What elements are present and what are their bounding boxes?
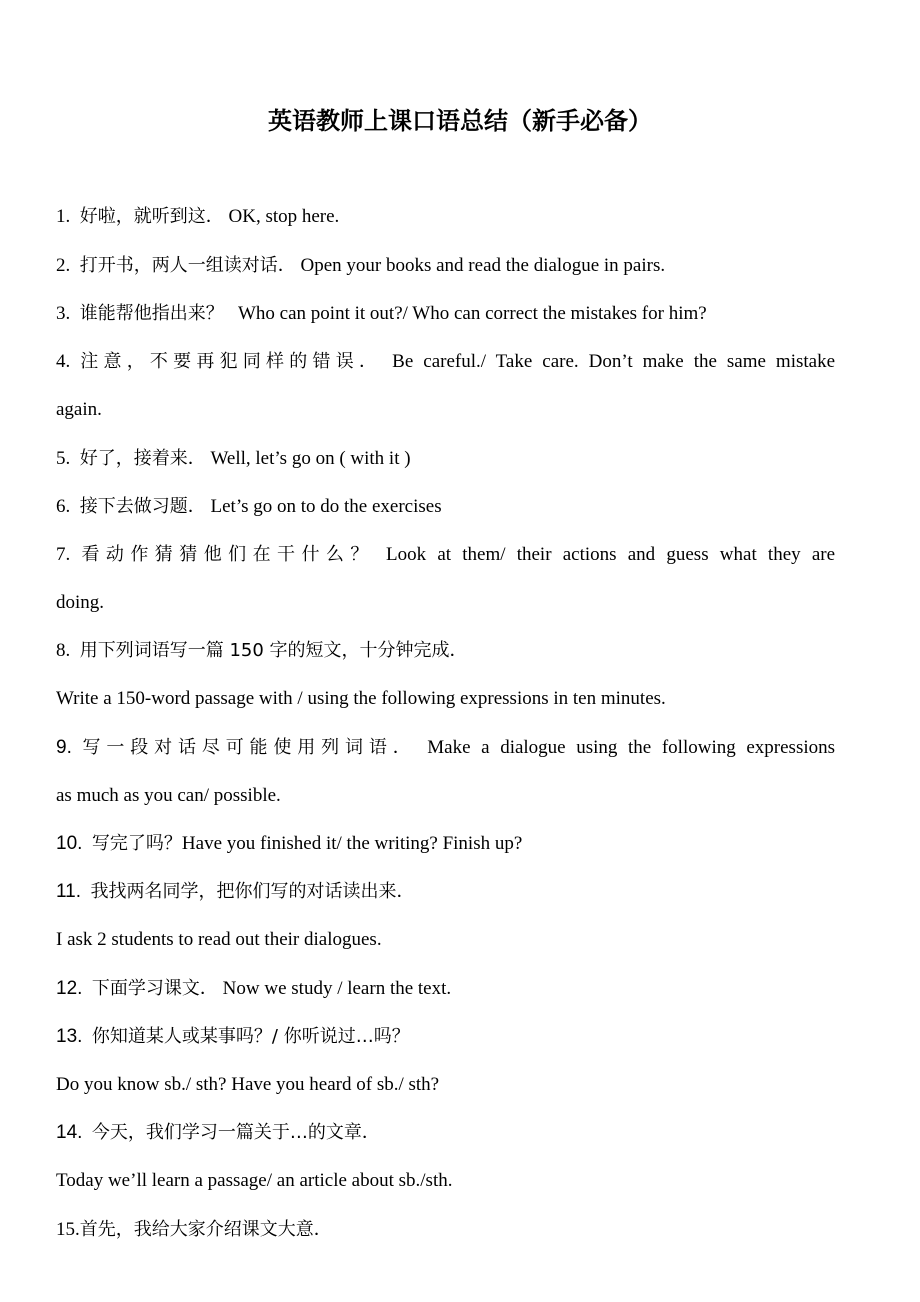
list-item: [56, 633, 835, 669]
list-item: [56, 489, 835, 525]
item-chinese: 接下去做习题．: [79, 496, 206, 517]
item-english: Write a 150-word passage with / using the following expressions in ten minutes.: [56, 688, 666, 709]
item-english: Be careful./ Take care. Don’t make the same mistake: [392, 351, 836, 372]
item-chinese: 用下列词语写一篇 150 字的短文，十分钟完成．: [79, 640, 468, 661]
list-item: [56, 199, 835, 235]
list-item: [56, 1115, 835, 1151]
item-chinese: 看动作猜猜他们在干什么？: [81, 544, 375, 565]
item-english-cont: again.: [56, 399, 102, 420]
list-item-continuation: [56, 778, 835, 814]
list-item: [56, 874, 835, 910]
item-english: Make a dialogue using the following expressions: [427, 737, 836, 758]
list-item-continuation: [56, 392, 835, 428]
list-item: [56, 537, 835, 573]
item-number: 7.: [56, 544, 71, 565]
item-english: Look at them/ their actions and guess what they are: [386, 544, 836, 565]
list-item-english-line: [56, 1163, 835, 1199]
item-english: OK, stop here.: [228, 206, 340, 227]
item-chinese: 我找两名同学，把你们写的对话读出来．: [90, 881, 415, 902]
item-number: 4.: [56, 351, 71, 372]
item-number: 13.: [56, 1026, 83, 1047]
item-english-cont: doing.: [56, 592, 105, 613]
item-english: Open your books and read the dialogue in pairs.: [300, 255, 666, 276]
item-chinese: 注意，不要再犯同样的错误．: [80, 351, 383, 372]
item-chinese: 打开书，两人一组读对话．: [79, 255, 296, 276]
list-item: [56, 730, 835, 766]
list-item: [56, 971, 835, 1007]
list-item: [56, 344, 835, 380]
item-chinese: 写完了吗？: [91, 833, 182, 854]
item-english: Let’s go on to do the exercises: [210, 496, 442, 517]
list-item: [56, 441, 835, 477]
item-chinese: 今天，我们学习一篇关于…的文章．: [91, 1122, 380, 1143]
list-item-english-line: [56, 1067, 835, 1103]
list-item: [56, 1212, 835, 1248]
item-english: Today we’ll learn a passage/ an article about sb./sth.: [56, 1170, 453, 1191]
item-chinese: 写一段对话尽可能使用列词语．: [82, 737, 417, 758]
document-title: 英语教师上课口语总结（新手必备）: [268, 106, 652, 135]
item-english: Have you finished it/ the writing? Finish up?: [181, 833, 523, 854]
item-english-cont: as much as you can/ possible.: [56, 785, 281, 806]
item-number: 11.: [56, 881, 82, 902]
list-item: [56, 826, 835, 862]
item-number: 14.: [56, 1122, 83, 1143]
item-english: Who can point it out?/ Who can correct the mistakes for him?: [238, 303, 707, 324]
item-chinese: 你知道某人或某事吗？/ 你听说过…吗？: [91, 1026, 410, 1047]
list-item: [56, 1019, 835, 1055]
item-number: 2.: [56, 255, 71, 276]
item-english: Do you know sb./ sth? Have you heard of sb./ sth?: [56, 1074, 440, 1095]
item-chinese: 好了，接着来．: [79, 448, 206, 469]
item-english: Now we study / learn the text.: [222, 978, 452, 999]
item-number: 6.: [56, 496, 71, 517]
item-chinese: 首先，我给大家介绍课文大意．: [79, 1219, 332, 1240]
list-item: [56, 248, 835, 284]
item-number: 15.: [56, 1219, 80, 1240]
list-item-english-line: [56, 922, 835, 958]
item-number: 3.: [56, 303, 71, 324]
item-number: 5.: [56, 448, 71, 469]
item-chinese: 谁能帮他指出来？: [79, 303, 224, 324]
item-english: Well, let’s go on ( with it ): [210, 448, 411, 469]
list-item-continuation: [56, 585, 835, 621]
list-item: [56, 296, 835, 332]
item-number: 9.: [56, 737, 72, 758]
item-number: 12.: [56, 978, 83, 999]
list-item-english-line: [56, 681, 835, 717]
item-number: 1.: [56, 206, 71, 227]
item-english: I ask 2 students to read out their dialogues.: [56, 929, 382, 950]
item-number: 8.: [56, 640, 71, 661]
item-number: 10.: [56, 833, 83, 854]
item-chinese: 下面学习课文．: [91, 978, 218, 999]
item-chinese: 好啦，就听到这．: [79, 206, 224, 227]
